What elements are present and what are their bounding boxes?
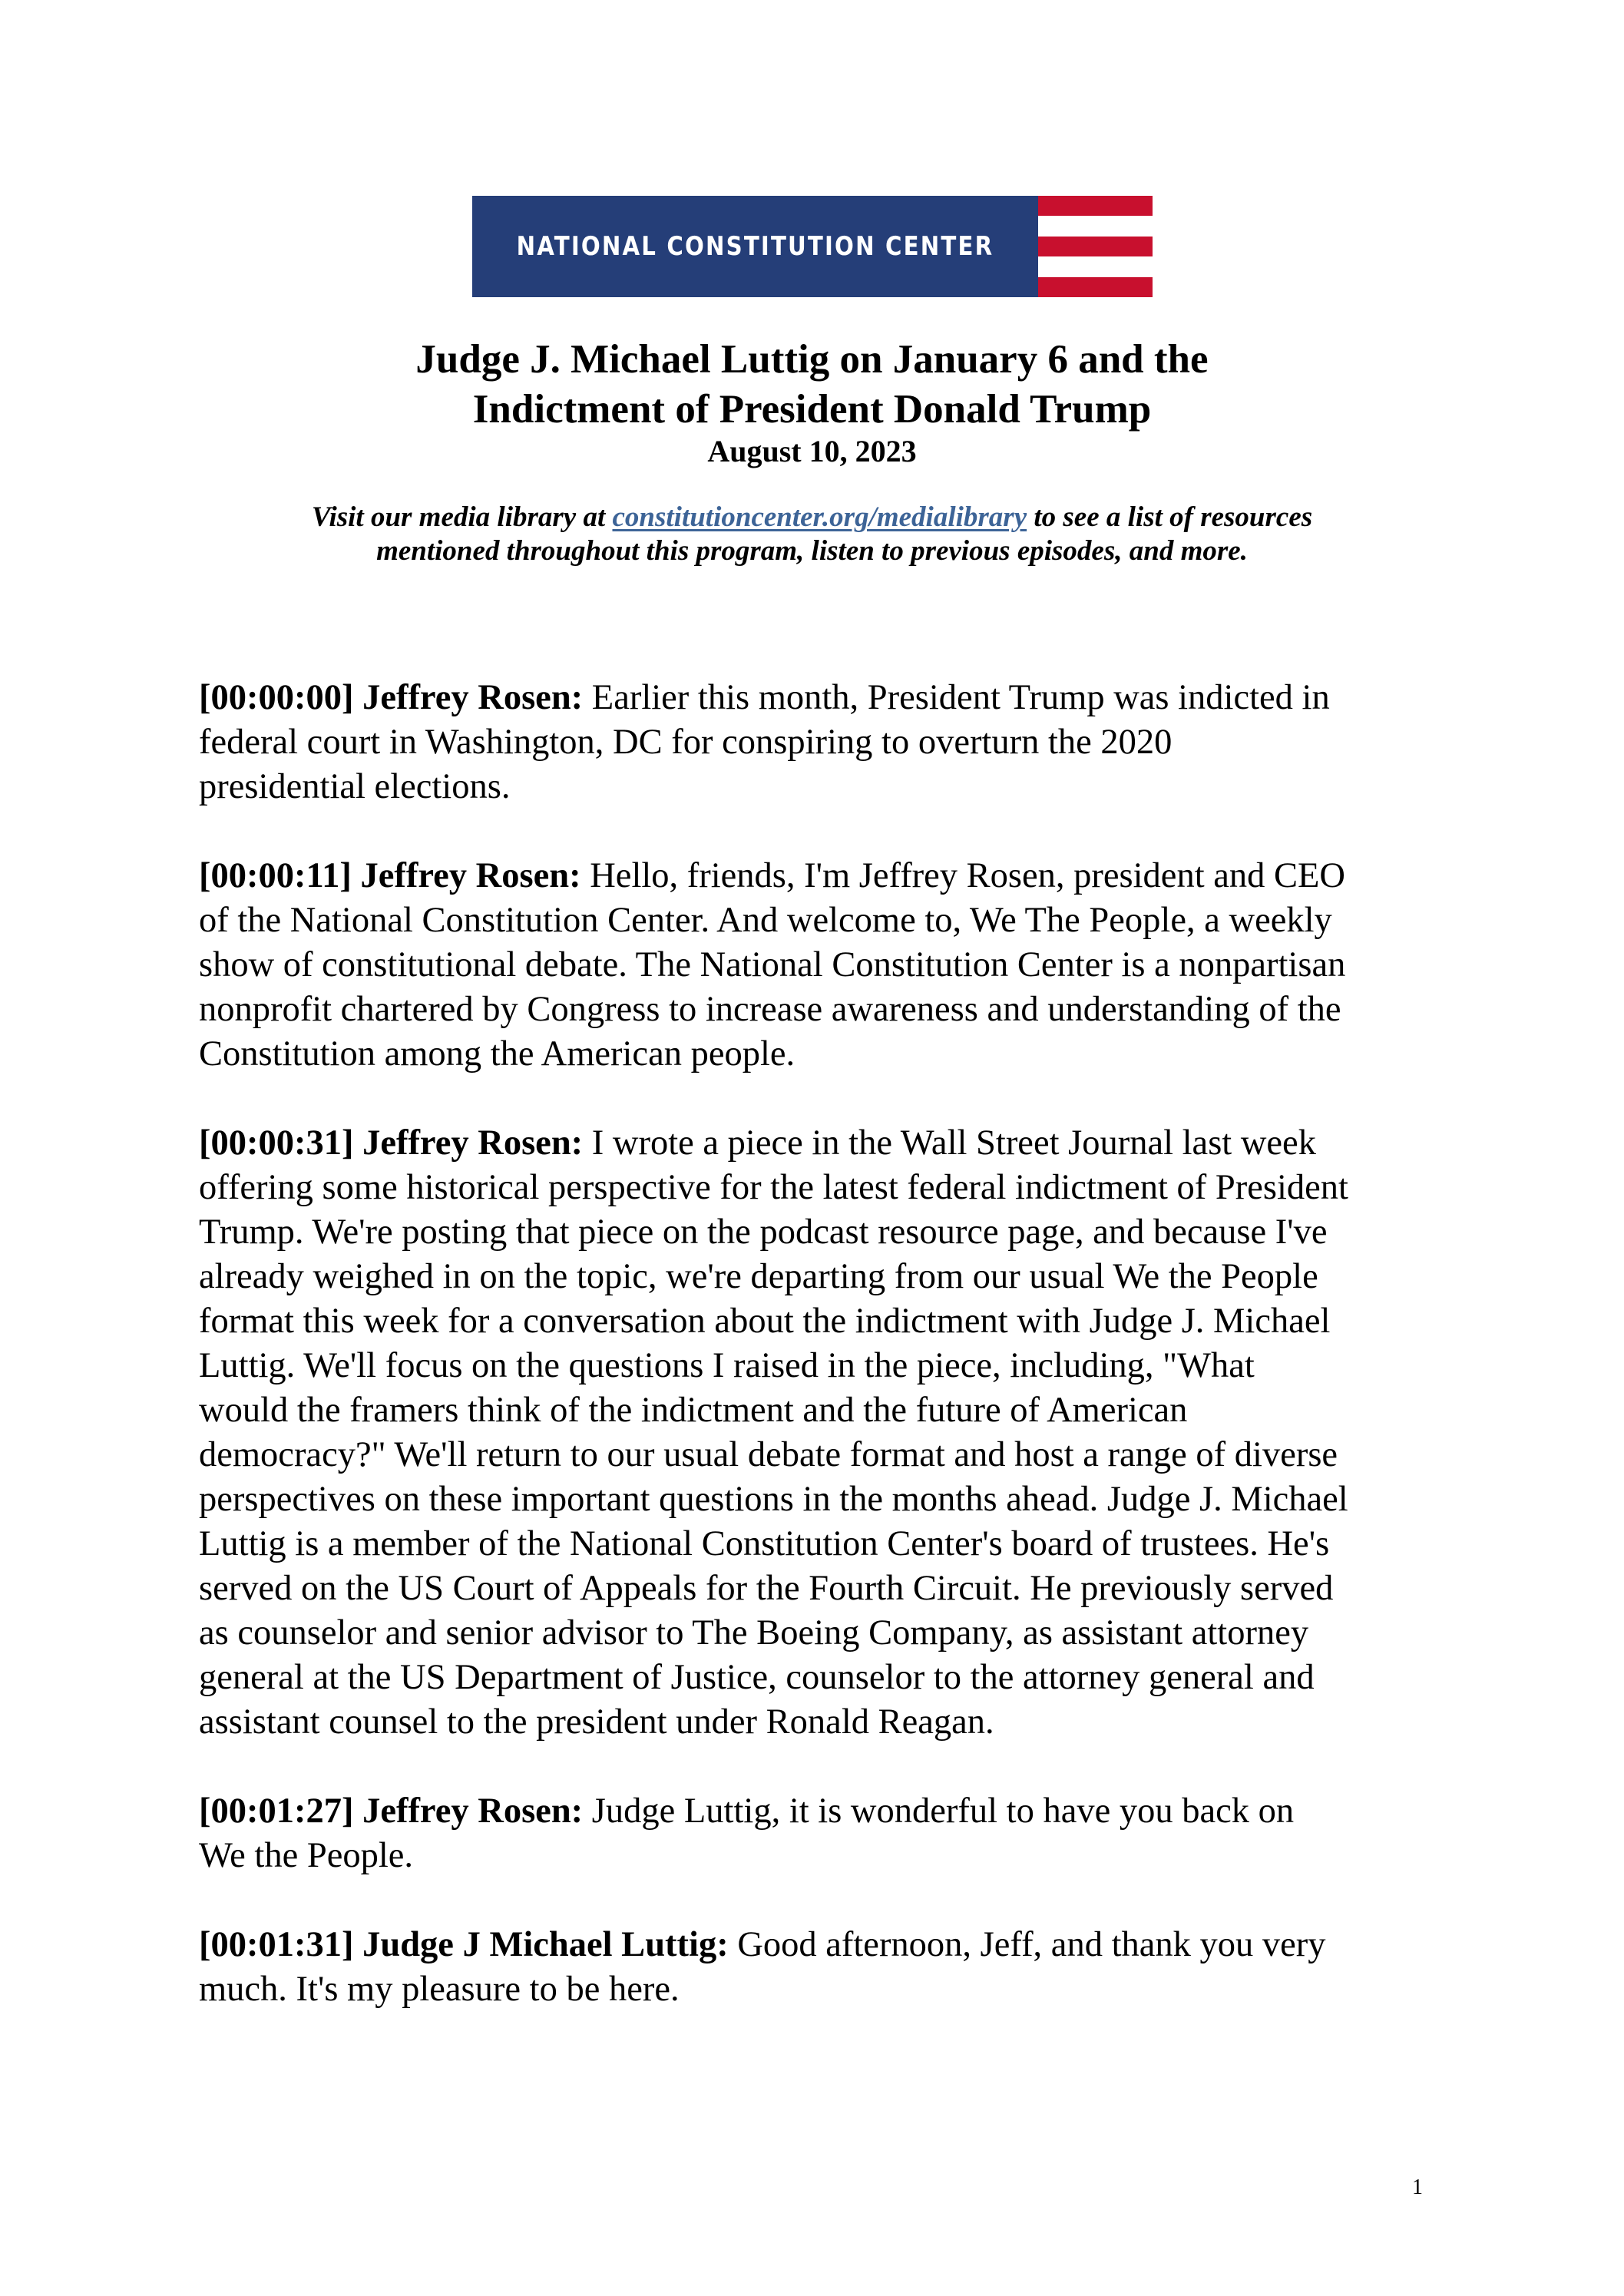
- title-line-1: Judge J. Michael Luttig on January 6 and the: [415, 337, 1209, 382]
- timestamp: [00:00:11]: [199, 856, 352, 895]
- speaker-name: Judge J Michael Luttig:: [362, 1925, 729, 1964]
- timestamp: [00:01:27]: [199, 1791, 354, 1831]
- media-library-note: [0, 501, 1624, 568]
- transcript-text: I wrote a piece in the Wall Street Journal last week: [583, 1123, 1316, 1163]
- transcript-text: Good afternoon, Jeff, and thank you very: [728, 1925, 1326, 1964]
- logo-wordmark: NATIONAL CONSTITUTION CENTER: [516, 231, 994, 262]
- page-number: 1: [1412, 2175, 1423, 2199]
- logo-stripe-white: [1038, 216, 1153, 236]
- transcript-entry: [199, 1121, 1458, 1745]
- transcript-line: as counselor and senior advisor to The Boeing Company, as assistant attorney: [199, 1613, 1309, 1653]
- transcript-line: general at the US Department of Justice, counselor to the attorney general and: [199, 1658, 1315, 1697]
- logo-stripe-white: [1038, 256, 1153, 276]
- speaker-name: Jeffrey Rosen:: [362, 1123, 584, 1163]
- transcript-line: [199, 676, 1458, 720]
- transcript-text: Hello, friends, I'm Jeffrey Rosen, president and CEO: [580, 856, 1346, 895]
- transcript-text: Earlier this month, President Trump was indicted in: [583, 678, 1330, 717]
- national-constitution-center-logo: [472, 196, 1153, 297]
- transcript-body: [199, 676, 1458, 2056]
- transcript-entry: [199, 676, 1458, 809]
- transcript-line: assistant counsel to the president under Ronald Reagan.: [199, 1702, 994, 1742]
- logo-stripe-red: [1038, 237, 1153, 256]
- speaker-name: Jeffrey Rosen:: [360, 856, 581, 895]
- transcript-entry: [199, 1789, 1458, 1878]
- transcript-line: [199, 1923, 1458, 1967]
- logo-flag-stripes: [1038, 196, 1153, 297]
- transcript-line: Luttig. We'll focus on the questions I raised in the piece, including, "What: [199, 1346, 1255, 1385]
- media-note-suffix: to see a list of resources: [1027, 501, 1313, 533]
- page-title: [0, 335, 1624, 435]
- logo-stripe-red: [1038, 277, 1153, 297]
- transcript-line: served on the US Court of Appeals for the Fourth Circuit. He previously served: [199, 1569, 1334, 1608]
- speaker-name: Jeffrey Rosen:: [362, 678, 584, 717]
- transcript-line: offering some historical perspective for the latest federal indictment of President: [199, 1168, 1348, 1207]
- transcript-line: Trump. We're posting that piece on the podcast resource page, and because I've: [199, 1213, 1328, 1252]
- timestamp: [00:00:00]: [199, 678, 354, 717]
- transcript-line: We the People.: [199, 1836, 414, 1875]
- transcript-line: show of constitutional debate. The National Constitution Center is a nonpartisan: [199, 945, 1346, 984]
- logo-stripe-red: [1038, 196, 1153, 216]
- timestamp: [00:00:31]: [199, 1123, 354, 1163]
- title-line-2: Indictment of President Donald Trump: [472, 387, 1152, 432]
- transcript-line: federal court in Washington, DC for conspiring to overturn the 2020: [199, 723, 1173, 762]
- transcript-line: nonprofit chartered by Congress to increase awareness and understanding of the: [199, 990, 1341, 1029]
- timestamp: [00:01:31]: [199, 1925, 354, 1964]
- transcript-entry: [199, 854, 1458, 1077]
- logo-wordmark-box: [472, 196, 1038, 297]
- transcript-text: Judge Luttig, it is wonderful to have you back on: [583, 1791, 1295, 1831]
- media-note-line-1: [0, 501, 1624, 534]
- transcript-line: perspectives on these important questions in the months ahead. Judge J. Michael: [199, 1480, 1348, 1519]
- transcript-line: Constitution among the American people.: [199, 1034, 795, 1074]
- media-note-prefix: Visit our media library at: [311, 501, 613, 533]
- media-note-line-2: mentioned throughout this program, listen to previous episodes, and more.: [376, 535, 1248, 567]
- media-library-link[interactable]: constitutioncenter.org/medialibrary: [612, 501, 1027, 533]
- transcript-line: format this week for a conversation about the indictment with Judge J. Michael: [199, 1302, 1331, 1341]
- transcript-line: much. It's my pleasure to be here.: [199, 1970, 680, 2009]
- transcript-line: already weighed in on the topic, we're departing from our usual We the People: [199, 1257, 1318, 1296]
- transcript-line: democracy?" We'll return to our usual debate format and host a range of diverse: [199, 1435, 1338, 1474]
- transcript-line: Luttig is a member of the National Constitution Center's board of trustees. He's: [199, 1524, 1330, 1563]
- transcript-line: of the National Constitution Center. And welcome to, We The People, a weekly: [199, 901, 1332, 940]
- transcript-line: [199, 1789, 1458, 1834]
- transcript-line: [199, 1121, 1458, 1166]
- transcript-line: would the framers think of the indictment and the future of American: [199, 1391, 1188, 1430]
- transcript-entry: [199, 1923, 1458, 2012]
- speaker-name: Jeffrey Rosen:: [362, 1791, 584, 1831]
- transcript-line: presidential elections.: [199, 767, 511, 806]
- transcript-line: [199, 854, 1458, 898]
- episode-date: August 10, 2023: [707, 434, 917, 468]
